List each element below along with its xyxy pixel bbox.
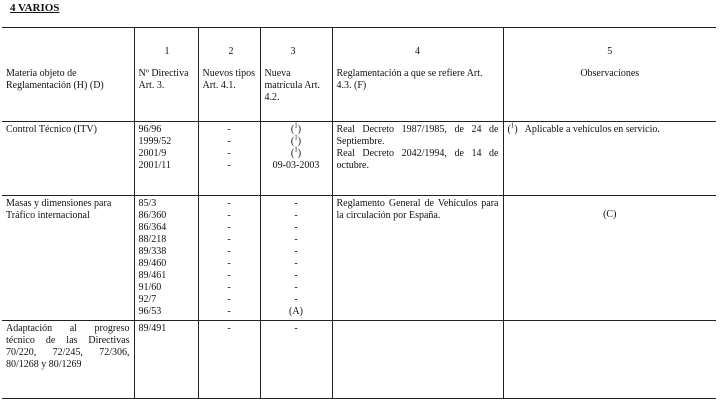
footnote-note: ($^1$) Aplicable a vehículos en servicio.	[507, 121, 660, 135]
list-item: 89/461	[138, 270, 167, 281]
header-materia	[2, 28, 134, 122]
list-item: 92/7	[138, 294, 157, 305]
nuevos-tipos-cell	[198, 196, 260, 321]
header-label: Materia objeto de Reglamentación (H) (D)	[6, 68, 104, 91]
materia-cell: Adaptación al progreso técnico de las Directivas 70/220, 72/245, 72/306, 80/1268 y 80/1269	[2, 321, 134, 399]
list-item: -	[294, 294, 298, 305]
list-item: (A)	[289, 306, 303, 317]
header-label: Observaciones	[580, 68, 640, 79]
list-item: -	[294, 258, 298, 269]
header-nuevos-tipos	[198, 28, 260, 122]
list-item: -	[294, 270, 298, 281]
list-item: -	[294, 323, 298, 334]
nuevos-tipos-cell	[198, 122, 260, 196]
section-title: 4 VARIOS	[10, 2, 60, 14]
nueva-matricula-cell	[260, 196, 332, 321]
list-item: -	[227, 222, 231, 233]
header-observaciones	[503, 28, 716, 122]
list-item: -	[227, 294, 231, 305]
list-item: -	[227, 323, 231, 334]
list-item: 96/53	[138, 306, 162, 317]
column-number: 5	[607, 46, 613, 57]
nuevos-tipos-cell	[198, 321, 260, 399]
table-row	[2, 321, 716, 399]
list-item: -	[294, 234, 298, 245]
list-item: 91/60	[138, 282, 162, 293]
list-item: 1999/52	[138, 136, 172, 147]
list-item: -	[227, 258, 231, 269]
directivas-cell	[134, 321, 198, 399]
table-header-row	[2, 28, 716, 122]
column-number: 1	[164, 46, 170, 57]
list-item: -	[294, 282, 298, 293]
list-item: 09-03-2003	[272, 160, 320, 171]
list-item: 96/96	[138, 124, 162, 135]
column-number: 3	[290, 46, 296, 57]
reglamentacion-entry: Reglamento General de Vehículos para la circulación por España.	[336, 198, 499, 221]
list-item: -	[227, 148, 231, 159]
list-item: 89/491	[138, 323, 167, 334]
list-item: 89/460	[138, 258, 167, 269]
list-item: -	[294, 198, 298, 209]
table-row	[2, 122, 716, 196]
observaciones-cell	[503, 196, 716, 321]
table-row	[2, 196, 716, 321]
list-item: 89/338	[138, 246, 167, 257]
regulation-table	[2, 27, 716, 399]
materia-cell: Masas y dimensiones para Tráfico internacional	[2, 196, 134, 321]
header-label: Nº Directiva Art. 3.	[138, 68, 189, 91]
directivas-cell	[134, 196, 198, 321]
column-number: 4	[415, 46, 420, 57]
reglamentacion-cell	[332, 122, 503, 196]
list-item: -	[227, 136, 231, 147]
observaciones-text: (C)	[603, 209, 617, 220]
list-item: -	[294, 246, 298, 257]
reglamentacion-entry: Real Decreto 1987/1985, de 24 de Septiembre.	[336, 124, 499, 147]
list-item: -	[227, 306, 231, 317]
list-item: -	[227, 124, 231, 135]
header-label: Reglamentación a que se refiere Art. 4.3. (F)	[336, 68, 483, 91]
list-item: ($^1$)	[290, 145, 302, 159]
list-item: -	[294, 222, 298, 233]
list-item: 86/364	[138, 222, 167, 233]
materia-cell: Control Técnico (ITV)	[2, 122, 134, 196]
header-directiva	[134, 28, 198, 122]
list-item: ($^1$)	[290, 121, 302, 135]
nueva-matricula-cell	[260, 122, 332, 196]
reglamentacion-entry: Real Decreto 2042/1994, de 14 de octubre.	[336, 148, 499, 171]
observaciones-cell	[503, 122, 716, 196]
header-label: Nueva matrícula Art. 4.2.	[264, 68, 321, 103]
reglamentacion-cell	[332, 196, 503, 321]
column-number: 2	[228, 46, 234, 57]
reglamentacion-cell	[332, 321, 503, 399]
list-item: ($^1$)	[290, 133, 302, 147]
list-item: -	[294, 210, 298, 221]
list-item: 85/3	[138, 198, 157, 209]
nueva-matricula-cell	[260, 321, 332, 399]
list-item: -	[227, 270, 231, 281]
list-item: 86/360	[138, 210, 167, 221]
list-item: -	[227, 198, 231, 209]
header-nueva-matricula	[260, 28, 332, 122]
observaciones-cell	[503, 321, 716, 399]
list-item: -	[227, 282, 231, 293]
list-item: 88/218	[138, 234, 167, 245]
directivas-cell	[134, 122, 198, 196]
header-label: Nuevos tipos Art. 4.1.	[202, 68, 255, 91]
list-item: -	[227, 234, 231, 245]
header-reglamentacion	[332, 28, 503, 122]
list-item: -	[227, 160, 231, 171]
list-item: -	[227, 246, 231, 257]
list-item: 2001/9	[138, 148, 167, 159]
list-item: 2001/11	[138, 160, 171, 171]
list-item: -	[227, 210, 231, 221]
